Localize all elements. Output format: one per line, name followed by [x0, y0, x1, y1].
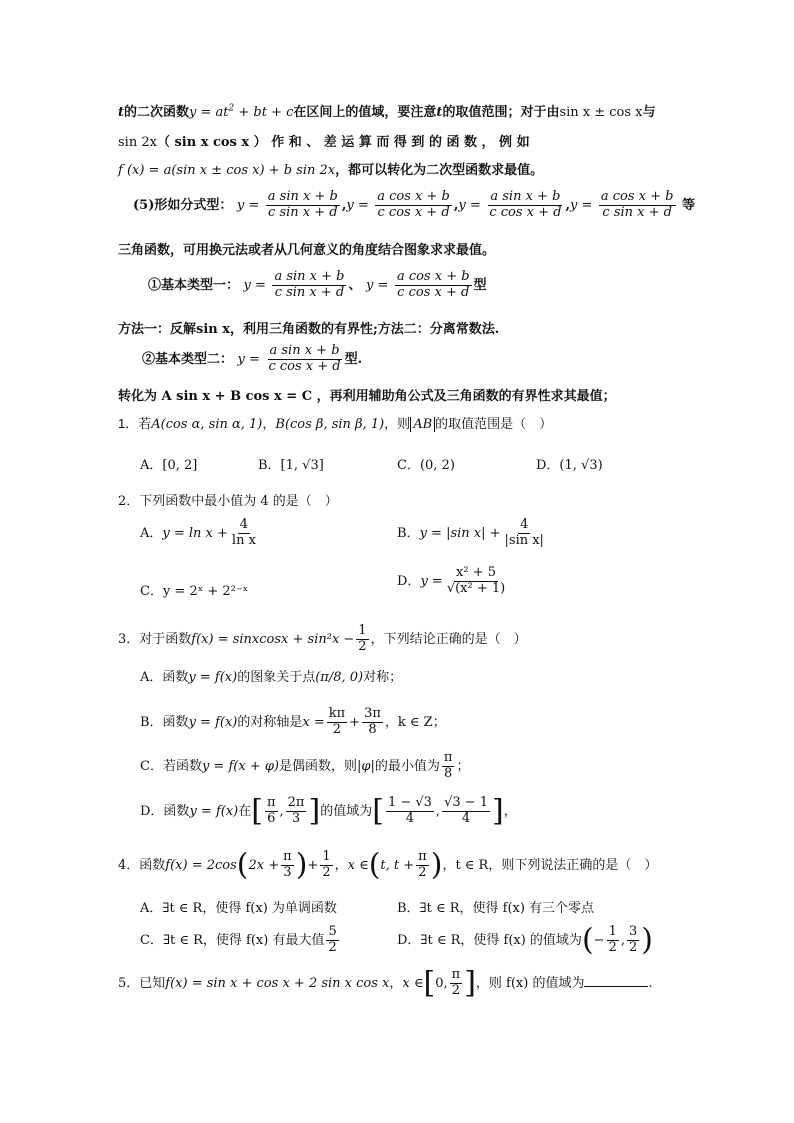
q1-stem: 1．若A(cos α, sin α, 1)，B(cos β, sin β, 1)，则 AB 的取值范围是（ ）	[118, 416, 553, 432]
q1-option-b[interactable]: B．[1, √3]	[258, 458, 324, 473]
fraction-1: $\frac{\text{a sin x + b}}{\text{c sin x + d}}$	[267, 189, 338, 220]
fraction-4: $\frac{\text{a cos x + b}}{\text{c sin x + d}}$	[600, 189, 674, 220]
method-line: 方法一：反解sin x，利用三角函数的有界性;方法二：分离常数法.	[118, 322, 500, 337]
q4-option-d[interactable]: D．∃t ∈ R，使得 f(x) 的值域为(− $\frac{1}{2}$ , $\frac{3}{2}$ )	[397, 922, 653, 958]
fraction-3: $\frac{\text{a sin x + b}}{\text{c cos x + d}}$	[489, 189, 562, 220]
q3-option-b[interactable]: B．函数y = f(x)的对称轴是x = $\frac{k\pi}{2}$ + $\frac{3\pi}{8}$ ，k ∈ Z；	[140, 706, 446, 737]
q4-option-a[interactable]: A．∃t ∈ R，使得 f(x) 为单调函数	[140, 901, 337, 916]
type1-fraction-2: $\frac{\text{a cos x + b}}{\text{c cos x + d}}$	[396, 269, 470, 300]
q2-option-a[interactable]: A．y = ln x + $\frac{4}{\text{ln x}}$	[140, 517, 256, 548]
q1-option-c[interactable]: C．(0, 2)	[397, 458, 455, 473]
section5-formulas: (5)形如分式型： y = $\frac{\text{a sin x + b}}{\text{c sin x + d}}$ ,y = $\frac{\text{a cos x + b}}{\text{c cos x + d}}$ ,y = $\frac{\text{a sin x + b}}{\text{c cos x + d}}$ ,y = $\frac{\text{a cos x + b}}{\text{c sin x + d}}$ 等	[133, 189, 696, 220]
convert-line: 转化为 A sin x + B cos x = C ，再利用辅助角公式及三角函数的有界性求其最值；	[118, 389, 616, 404]
answer-blank[interactable]	[584, 974, 648, 987]
intro-line-1: t的二次函数$y = at^2$ + bt + c在区间上的值域，要注意t的取值范围；对于由sin x ± cos x与	[118, 103, 656, 120]
q5-stem: 5．已知f(x) = sin x + cos x + 2 sin x cos x，x ∈[0, $\frac{\pi}{2}$ ]，则 f(x) 的值域为 .	[118, 965, 653, 1001]
q1-option-d[interactable]: D．(1, √3)	[536, 458, 603, 473]
q3-stem: 3．对于函数f(x) = sinxcosx + sin²x − $\frac{1}{2}$ ，下列结论正确的是（ ）	[118, 623, 527, 654]
q3-option-a[interactable]: A．函数y = f(x)的图象关于点(π/8, 0)对称；	[140, 670, 403, 685]
type1-fraction-1: $\frac{\text{a sin x + b}}{\text{c sin x + d}}$	[274, 269, 345, 300]
q3-option-d[interactable]: D．函数y = f(x)在[ $\frac{\pi}{6}$ , $\frac{2\pi}{3}$ ]的值域为[ $\frac{1 - √3}{4}$ , $\frac{√3 - 1}{4}$ ]，	[140, 793, 517, 829]
q3-option-c[interactable]: C．若函数y = f(x + φ)是偶函数，则|φ|的最小值为 $\frac{\pi}{8}$ ；	[140, 750, 470, 781]
q2-option-c[interactable]: C．y = 2ˣ + 2²⁻ˣ	[140, 584, 249, 599]
type2-line: ②基本类型二： y = $\frac{\text{a sin x + b}}{\text{c cos x + d}}$ 型.	[142, 343, 363, 374]
q2-stem: 2．下列函数中最小值为 4 的是（ ）	[118, 494, 338, 509]
intro-line-2: sin 2x（ sin x cos x ） 作 和 、 差 运 算 而 得 到 的 函 数 ， 例 如	[118, 135, 530, 150]
q2-option-d[interactable]: D．y = $\frac{\text{x² + 5}}{\text{√(x² + 1)}}$	[397, 565, 506, 596]
vector-ab: AB	[410, 417, 435, 432]
q2-option-b[interactable]: B．y = |sin x| + $\frac{4}{\text{|sin x|}}$	[397, 517, 544, 548]
q4-option-c[interactable]: C．∃t ∈ R，使得 f(x) 有最大值 $\frac{5}{2}$	[140, 924, 337, 955]
intro-line-3: f (x) = a(sin x ± cos x) + b sin 2x，都可以转化为二次型函数求最值。	[118, 163, 544, 178]
q4-stem: 4．函数f(x) = 2cos(2x + $\frac{\pi}{3}$ )+ $\frac{1}{2}$ ，x ∈(t, t + $\frac{\pi}{2}$ )，t ∈ R，则下列说法正确的是（ ）	[118, 847, 658, 883]
q4-option-b[interactable]: B．∃t ∈ R，使得 f(x) 有三个零点	[397, 901, 595, 916]
type2-fraction: $\frac{\text{a sin x + b}}{\text{c cos x + d}}$	[268, 343, 341, 374]
fraction-2: $\frac{\text{a cos x + b}}{\text{c cos x + d}}$	[377, 189, 450, 220]
type1-line: ①基本类型一： y = $\frac{\text{a sin x + b}}{\text{c sin x + d}}$ 、 y = $\frac{\text{a cos x + b}}{\text{c cos x + d}}$ 型	[148, 269, 487, 300]
section5-line-2: 三角函数，可用换元法或者从几何意义的角度结合图象求求最值。	[118, 243, 496, 258]
q1-option-a[interactable]: A．[0, 2]	[140, 458, 198, 473]
